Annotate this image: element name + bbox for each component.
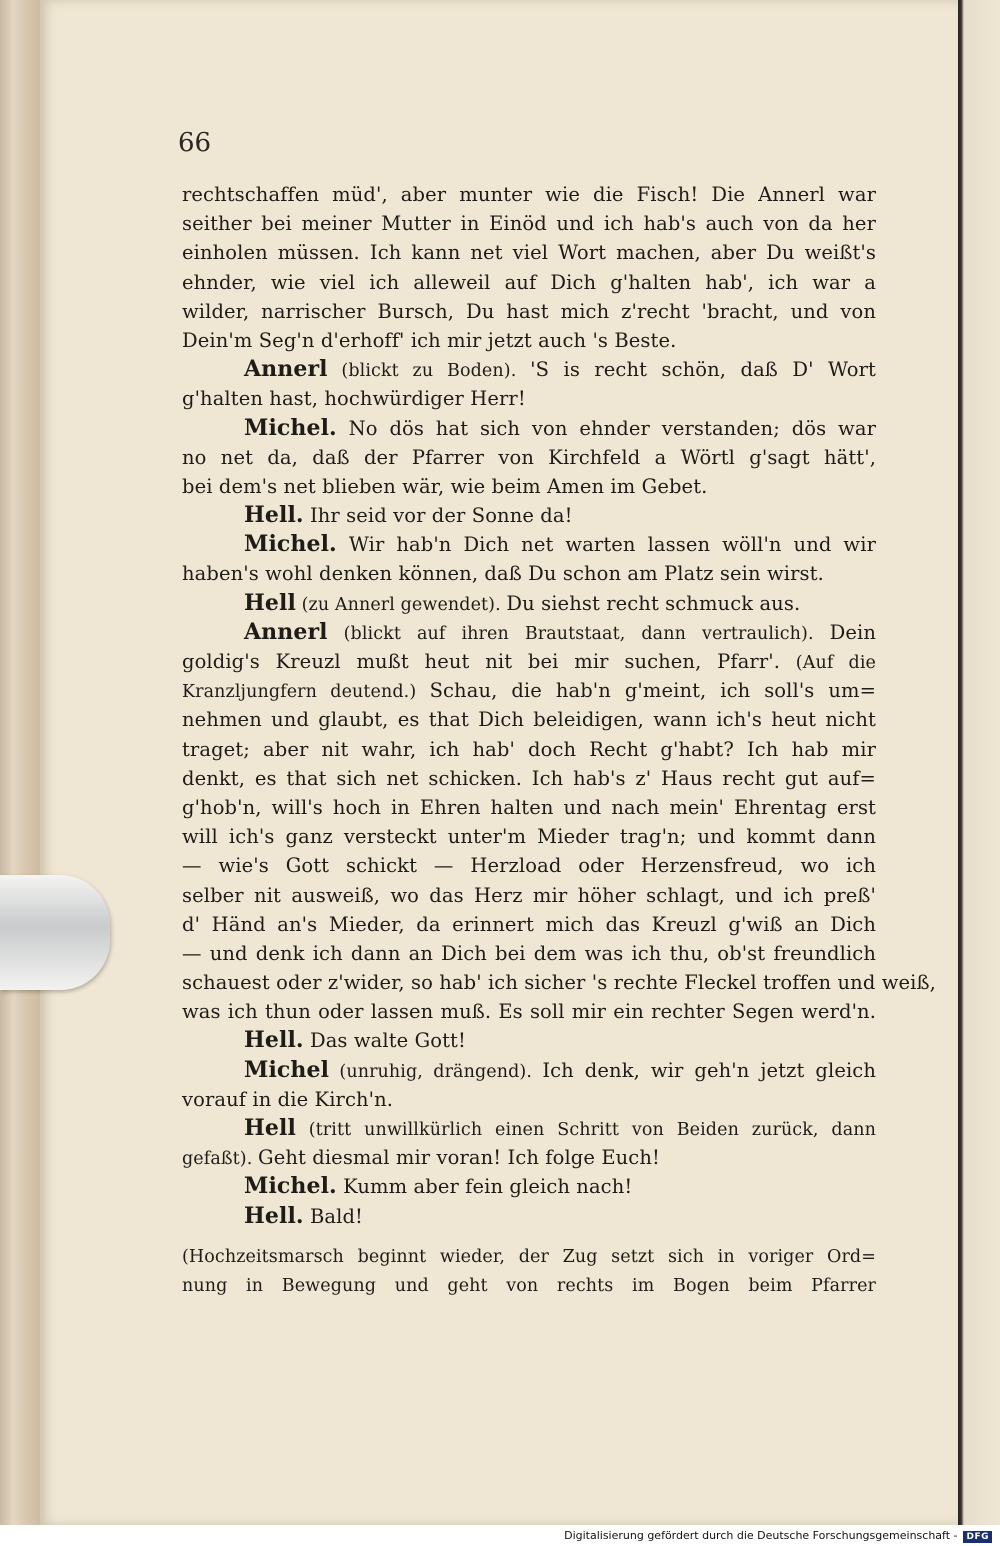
stage-direction: (Auf die [795, 653, 876, 673]
stage-direction: (tritt unwillkürlich einen Schritt von Beiden zurück, dann [295, 1120, 876, 1140]
text-line [182, 209, 876, 238]
dialogue-text: 'S is recht schön, daß D' Wort [530, 358, 876, 382]
text-line [182, 326, 876, 355]
text-line [182, 647, 876, 676]
text-line [182, 793, 876, 822]
dialogue-text: Bald! [303, 1204, 363, 1228]
speaker-name: Hell. [244, 1202, 304, 1229]
dialogue-text: einholen müssen. Ich kann net viel Wort machen, aber Du weißt's [182, 241, 876, 265]
dialogue-text: — und denk ich dann an Dich bei dem was ich thu, ob'st freundlich [182, 941, 876, 965]
text-line [182, 1143, 876, 1172]
speaker-name: Annerl [244, 618, 328, 645]
speaker-name: Michel. [244, 1173, 337, 1200]
dialogue-text: haben's wohl denken können, daß Du schon am Platz sein wirst. [182, 562, 824, 586]
speaker-name: Hell. [244, 1027, 304, 1054]
speaker-name: Hell [244, 1115, 296, 1141]
paragraph-gap [182, 1231, 876, 1241]
dfg-logo-icon: DFG [963, 1531, 992, 1543]
speaker-name: Annerl [244, 356, 328, 383]
speaker-name: Hell [244, 589, 296, 616]
dialogue-text: was ich thun oder lassen muß. Es soll mir ein rechter Segen werd'n. [182, 1000, 876, 1024]
page-number: 66 [178, 128, 212, 158]
dialogue-text: Dein'm Seg'n d'erhoff' ich mir jetzt auch 's Beste. [182, 328, 677, 352]
stage-direction: (Hochzeitsmarsch beginnt wieder, der Zug setzt sich in voriger Ord= [182, 1246, 876, 1267]
dialogue-text: Ich denk, wir geh'n jetzt gleich [542, 1058, 876, 1082]
next-page-edge [958, 0, 1000, 1525]
dialogue-text: Wir hab'n Dich net warten lassen wöll'n und wir [336, 533, 876, 557]
text-line [182, 705, 876, 734]
stage-direction: (blickt zu Boden). [327, 361, 531, 382]
dialogue-text: denkt, es that sich net schicken. Ich hab's z' Haus recht gut auf= [182, 766, 876, 790]
dialogue-text: No dös hat sich von ehnder verstanden; dös war [336, 416, 876, 440]
dialogue-text: Du siehst recht schmuck aus. [506, 591, 801, 615]
dialogue-text: seither bei meiner Mutter in Einöd und ich hab's auch von da her [182, 212, 876, 236]
text-line [182, 1270, 876, 1299]
text-line [182, 443, 876, 472]
dialogue-text: bei dem's net blieben wär, wie beim Amen im Gebet. [182, 474, 708, 498]
dialogue-text: vorauf in die Kirch'n. [182, 1087, 394, 1111]
dialogue-text: rechtschaffen müd', aber munter wie die Fisch! Die Annerl war [182, 183, 876, 206]
text-line [182, 735, 876, 764]
text-line [182, 1172, 876, 1201]
page-edge-left [0, 0, 44, 1525]
dialogue-text: g'hob'n, will's hoch in Ehren halten und nach mein' Ehrentag erst [182, 795, 876, 819]
footer-bar [0, 1525, 1000, 1546]
speaker-name: Hell. [244, 502, 304, 529]
text-line [182, 559, 876, 588]
dialogue-text: wilder, narrischer Bursch, Du hast mich z'recht 'bracht, und von [182, 299, 876, 323]
text-line [182, 1085, 876, 1114]
paper-clip-holder [0, 875, 110, 990]
text-line [182, 530, 876, 559]
text-line [182, 1241, 876, 1270]
text-line [182, 764, 876, 793]
text-line [182, 297, 876, 326]
dialogue-text: selber nit ausweiß, wo das Herz mir höher schlagt, und ich preß' [182, 883, 876, 907]
dialogue-text: g'halten hast, hochwürdiger Herr! [182, 387, 526, 411]
speaker-name: Michel. [244, 531, 337, 558]
dialogue-text: nehmen und glaubt, es that Dich beleidigen, wann ich's heut nicht [182, 708, 876, 732]
dialogue-text: Dein [829, 620, 876, 644]
stage-direction: (zu Annerl gewendet). [295, 594, 507, 615]
text-line [182, 384, 876, 413]
text-line [182, 180, 876, 209]
dialogue-text: Schau, die hab'n g'meint, ich soll's um= [429, 679, 877, 703]
page-text [182, 180, 936, 1299]
text-line [182, 501, 876, 530]
dialogue-text: — wie's Gott schickt — Herzload oder Herzensfreud, wo ich [182, 854, 876, 878]
text-line [182, 822, 876, 851]
text-line [182, 238, 876, 267]
text-line [182, 1114, 876, 1143]
text-line [182, 1056, 876, 1085]
text-line [182, 676, 876, 705]
speaker-name: Michel [244, 1056, 330, 1083]
text-line [182, 851, 876, 880]
dialogue-text: traget; aber nit wahr, ich hab' doch Recht g'habt? Ich hab mir [182, 737, 876, 761]
text-line [182, 910, 876, 939]
stage-direction: (blickt auf ihren Brautstaat, dann vertraulich). [327, 623, 830, 644]
dialogue-text: no net da, daß der Pfarrer von Kirchfeld a Wörtl g'sagt hätt', [182, 445, 876, 469]
dialogue-text: will ich's ganz versteckt unter'm Mieder trag'n; und kommt dann [182, 825, 876, 849]
dialogue-text: Das walte Gott! [303, 1029, 466, 1053]
dialogue-text: Kumm aber fein gleich nach! [336, 1175, 633, 1199]
text-line [182, 355, 876, 384]
text-line [182, 472, 876, 501]
dialogue-text: d' Händ an's Mieder, da erinnert mich das Kreuzl g'wiß an Dich [182, 912, 876, 936]
stage-direction: (unruhig, drängend). [329, 1061, 543, 1082]
text-line [182, 268, 876, 297]
dialogue-text: ehnder, wie viel ich alleweil auf Dich g'halten hab', ich war a [182, 270, 876, 294]
speaker-name: Michel. [244, 414, 337, 441]
text-line [182, 618, 876, 647]
text-line [182, 968, 936, 997]
text-line [182, 589, 876, 618]
text-line [182, 881, 876, 910]
dialogue-text: schauest oder z'wider, so hab' ich sicher 's rechte Fleckel troffen und weiß, [182, 971, 936, 995]
stage-direction: nung in Bewegung und geht von rechts im Bogen beim Pfarrer [182, 1275, 876, 1296]
text-line [182, 1202, 876, 1231]
stage-direction: gefaßt). [182, 1149, 259, 1170]
text-line [182, 997, 876, 1026]
text-line [182, 414, 876, 443]
text-line [182, 939, 876, 968]
dialogue-text: goldig's Kreuzl mußt heut nit bei mir suchen, Pfarr'. [182, 650, 796, 673]
dialogue-text: Ihr seid vor der Sonne da! [303, 504, 573, 528]
stage-direction: Kranzljungfern deutend.) [182, 682, 430, 703]
funding-notice: Digitalisierung gefördert durch die Deutsche Forschungsgemeinschaft - [564, 1529, 958, 1542]
text-line [182, 1026, 876, 1055]
dialogue-text: Geht diesmal mir voran! Ich folge Euch! [258, 1146, 660, 1170]
